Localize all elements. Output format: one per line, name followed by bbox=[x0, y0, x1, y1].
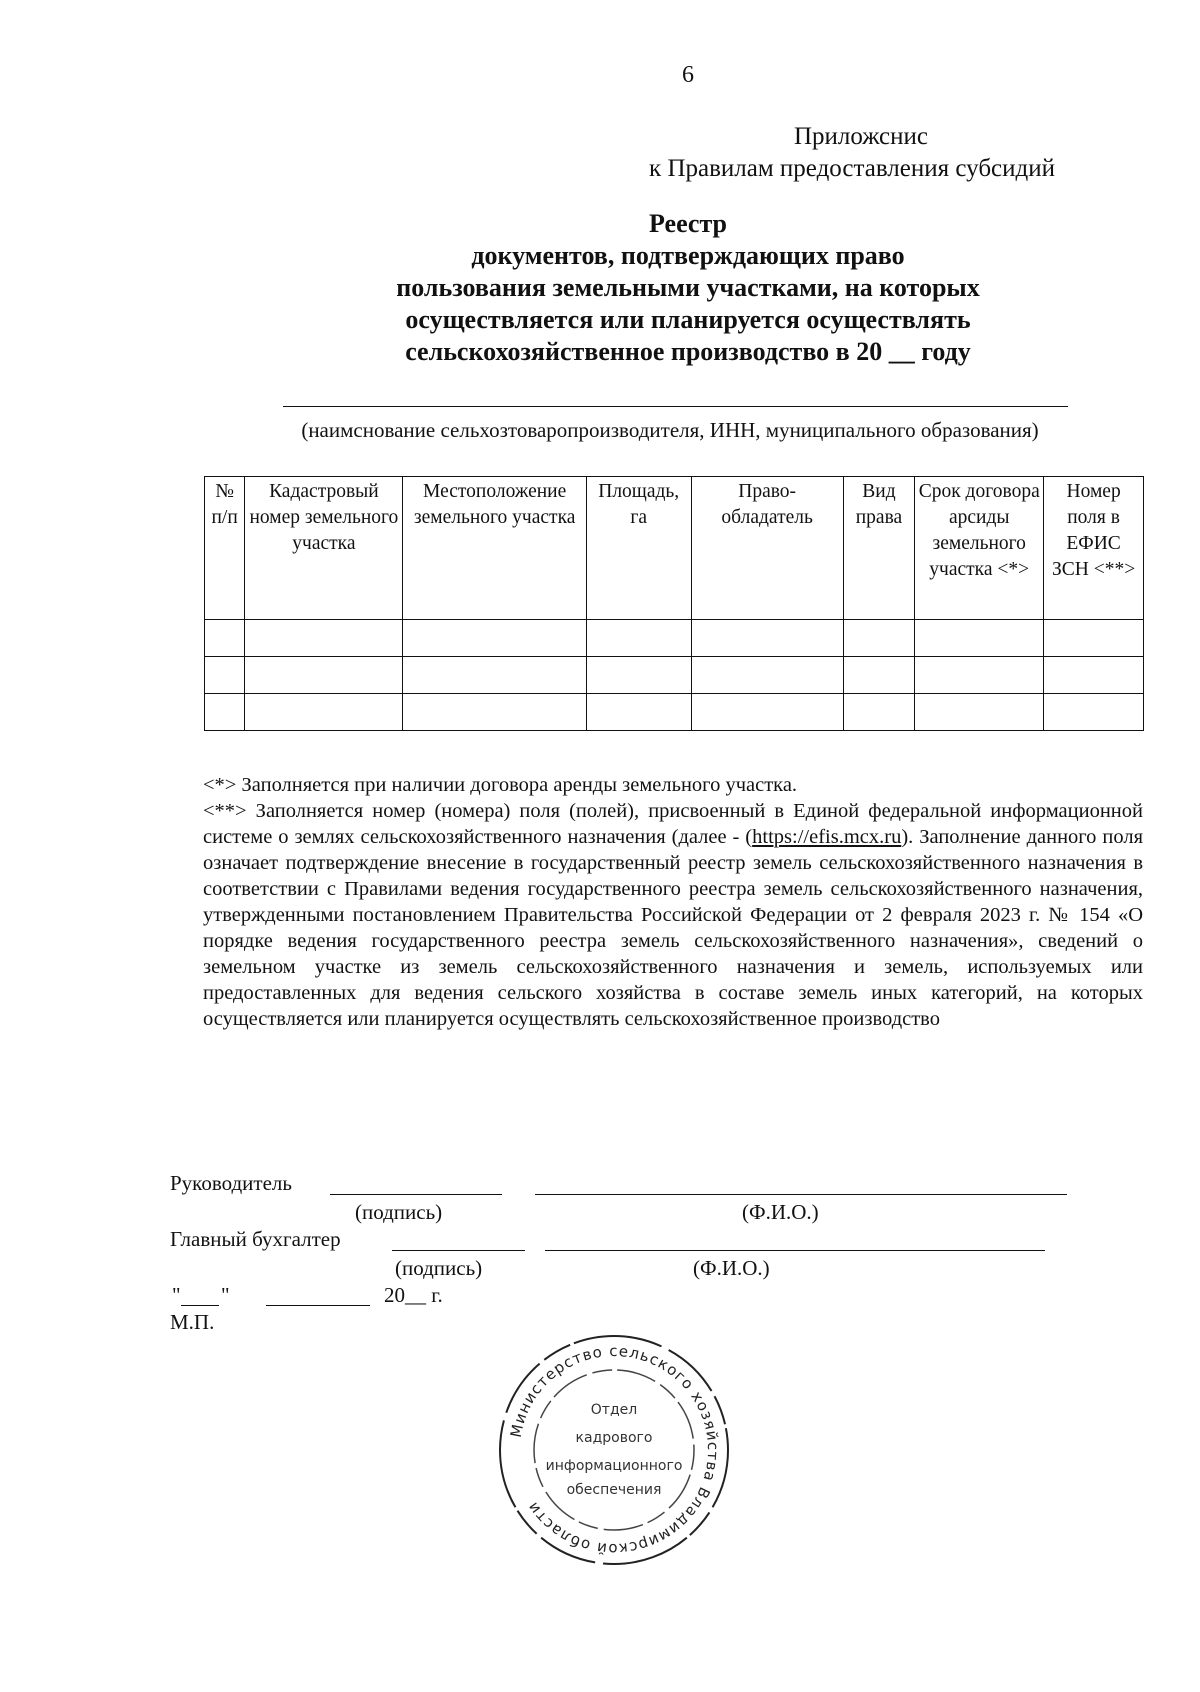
table-cell bbox=[691, 620, 843, 657]
table-cell bbox=[691, 694, 843, 731]
seal-place: М.П. bbox=[170, 1310, 215, 1334]
table-cell bbox=[843, 694, 915, 731]
header-cadastral-number: Кадастровый номер земельного участка bbox=[245, 477, 403, 620]
head-name-line[interactable] bbox=[535, 1194, 1067, 1195]
header-area: Площадь, га bbox=[586, 477, 691, 620]
table-cell bbox=[205, 620, 245, 657]
title-line-2: документов, подтверждающих право bbox=[471, 241, 905, 270]
head-label: Руководитель bbox=[170, 1171, 292, 1195]
accountant-label: Главный бухгалтер bbox=[170, 1227, 341, 1251]
table-header-row bbox=[205, 477, 1144, 620]
table-cell bbox=[245, 657, 403, 694]
stamp-inner-text bbox=[546, 1402, 683, 1498]
document-title bbox=[0, 208, 1200, 368]
table-cell bbox=[843, 620, 915, 657]
title-line-4: осуществляется или планируется осуществлять bbox=[405, 305, 971, 334]
table-row bbox=[205, 620, 1144, 657]
org-name-line bbox=[283, 406, 1068, 407]
table-row bbox=[205, 694, 1144, 731]
head-signature-line[interactable] bbox=[330, 1194, 502, 1195]
table-cell bbox=[1044, 657, 1144, 694]
accountant-name-caption: (Ф.И.О.) bbox=[693, 1256, 770, 1280]
page-number: 6 bbox=[682, 62, 694, 88]
table-cell bbox=[1044, 694, 1144, 731]
footnotes bbox=[203, 772, 1143, 1032]
date-open-quote: " bbox=[172, 1283, 181, 1307]
appendix-subtitle: к Правилам предоставления субсидий bbox=[649, 155, 1055, 182]
header-field-number: Номер поля в ЕФИС ЗСН <**> bbox=[1044, 477, 1144, 620]
official-stamp bbox=[496, 1332, 732, 1568]
title-line-1: Реестр bbox=[648, 209, 728, 238]
date-year: 20__ г. bbox=[384, 1283, 443, 1307]
stamp-graphic bbox=[496, 1332, 732, 1568]
registry-table bbox=[204, 476, 1144, 731]
table-cell bbox=[586, 694, 691, 731]
title-line-5: сельскохозяйственное производство в 20 __ году bbox=[405, 337, 971, 366]
table-cell bbox=[403, 657, 586, 694]
date-day-line[interactable] bbox=[181, 1305, 219, 1306]
svg-text:обеспечения: обеспечения bbox=[566, 1482, 662, 1498]
title-line-3: пользования земельными участками, на которых bbox=[396, 273, 980, 302]
stamp-ring-text: Министерство сельского хозяйства Владимирской области bbox=[506, 1341, 723, 1559]
org-caption: (наимснование сельхозтоваропроизводителя, ИНН, муниципального образования) bbox=[301, 418, 1039, 442]
date-month-line[interactable] bbox=[266, 1305, 370, 1306]
svg-text:Отдел: Отдел bbox=[590, 1402, 638, 1418]
footnote-efis bbox=[203, 798, 1143, 1032]
efis-link[interactable]: https://efis.mcx.ru bbox=[752, 826, 902, 848]
appendix-title: Приложснис bbox=[793, 123, 928, 150]
header-owner: Право- обладатель bbox=[691, 477, 843, 620]
table-cell bbox=[915, 657, 1044, 694]
header-right-type: Вид права bbox=[843, 477, 915, 620]
header-lease-term: Срок договора арсиды земельного участка <*> bbox=[915, 477, 1044, 620]
table-cell bbox=[205, 694, 245, 731]
head-signature-caption: (подпись) bbox=[355, 1200, 443, 1224]
accountant-signature-caption: (подпись) bbox=[395, 1256, 483, 1280]
table-cell bbox=[843, 657, 915, 694]
svg-text:информационного: информационного bbox=[545, 1458, 683, 1474]
accountant-signature-line[interactable] bbox=[392, 1250, 525, 1251]
table-cell bbox=[586, 657, 691, 694]
table-cell bbox=[245, 620, 403, 657]
table-cell bbox=[915, 620, 1044, 657]
table-row bbox=[205, 657, 1144, 694]
table-cell bbox=[403, 694, 586, 731]
table-cell bbox=[205, 657, 245, 694]
table-cell bbox=[915, 694, 1044, 731]
header-number: № п/п bbox=[205, 477, 245, 620]
table-cell bbox=[586, 620, 691, 657]
footnote-efis-prefix: <**> Заполняется номер (номера) поля (полей), присвоенный в Единой федеральной информационной системе о землях сельскохозяйственного назначения (далее - ( bbox=[203, 800, 1143, 848]
head-name-caption: (Ф.И.О.) bbox=[742, 1200, 819, 1224]
svg-text:кадрового: кадрового bbox=[575, 1430, 653, 1446]
footnote-lease: <*> Заполняется при наличии договора аренды земельного участка. bbox=[203, 774, 798, 796]
header-location: Местоположение земельного участка bbox=[403, 477, 586, 620]
table-cell bbox=[403, 620, 586, 657]
date-close-quote: " bbox=[221, 1283, 230, 1307]
table-cell bbox=[1044, 620, 1144, 657]
table-cell bbox=[245, 694, 403, 731]
table-cell bbox=[691, 657, 843, 694]
accountant-name-line[interactable] bbox=[545, 1250, 1045, 1251]
footnote-efis-suffix: ). Заполнение данного поля означает подтверждение внесение в государственный реестр земель сельскохозяйственного назначения в соответствии с Правилами ведения государственного реестра земель сельскохозяйственного назначения, утвержденными постановлением Правительства Российской Федерации от 2 февраля 2023 г. № 154 «О порядке ведения государственного реестра земель сельскохозяйственного назначения», сведений о земельном участке из земель сельскохозяйственного назначения и земель, используемых или предоставленных для ведения сельского хозяйства в составе земель иных категорий, на которых осуществляется или планируется осуществлять сельскохозяйственное производство bbox=[203, 826, 1143, 1030]
